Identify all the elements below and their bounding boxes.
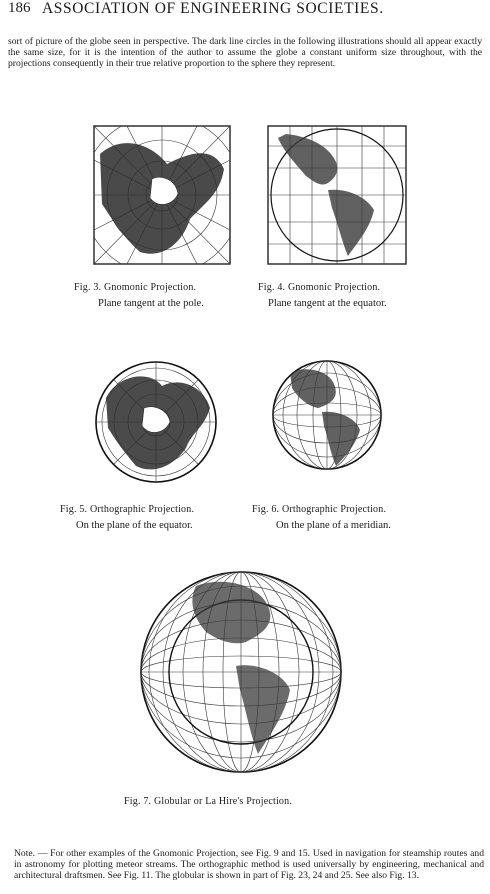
figure-7-caption: Fig. 7. Globular or La Hire's Projection. (124, 796, 293, 807)
figure-5-globe (92, 358, 220, 486)
figure-6-caption: Fig. 6. Orthographic Projection. (252, 504, 387, 515)
footnote: Note. — For other examples of the Gnomonic Projection, see Fig. 9 and 15. Used in navigation for steamship routes and in astronomy for plotting meteor streams. The orthographic method is used universally by engineering, mechanical and architectural draftsmen. See Fig. 11. The globular is shown in part of Fig. 23, 24 and 25. See also Fig. 13. (14, 848, 484, 881)
figure-6-subcaption: On the plane of a meridian. (276, 520, 391, 531)
figure-7-globe (136, 562, 346, 782)
figure-4-subcaption: Plane tangent at the equator. (268, 298, 387, 309)
figure-5-caption: Fig. 5. Orthographic Projection. (60, 504, 195, 515)
figure-3-map (92, 124, 232, 266)
figure-3-subcaption: Plane tangent at the pole. (98, 298, 204, 309)
figure-4-caption: Fig. 4. Gnomonic Projection. (258, 282, 381, 293)
figure-3-caption: Fig. 3. Gnomonic Projection. (74, 282, 197, 293)
figure-4-map (266, 124, 408, 266)
intro-paragraph: sort of picture of the globe seen in perspective. The dark line circles in the following illustrations should all appear exactly the same size, for it is the intention of the author to assume the globe a constant uniform size throughout, with the projections consequently in their true relative proportion to the sphere they represent. (8, 36, 482, 69)
running-head: ASSOCIATION OF ENGINEERING SOCIETIES. (42, 0, 384, 17)
page-header (8, 0, 484, 22)
figure-6-globe (270, 358, 384, 472)
page-number: 186 (8, 0, 31, 16)
figure-5-subcaption: On the plane of the equator. (76, 520, 193, 531)
